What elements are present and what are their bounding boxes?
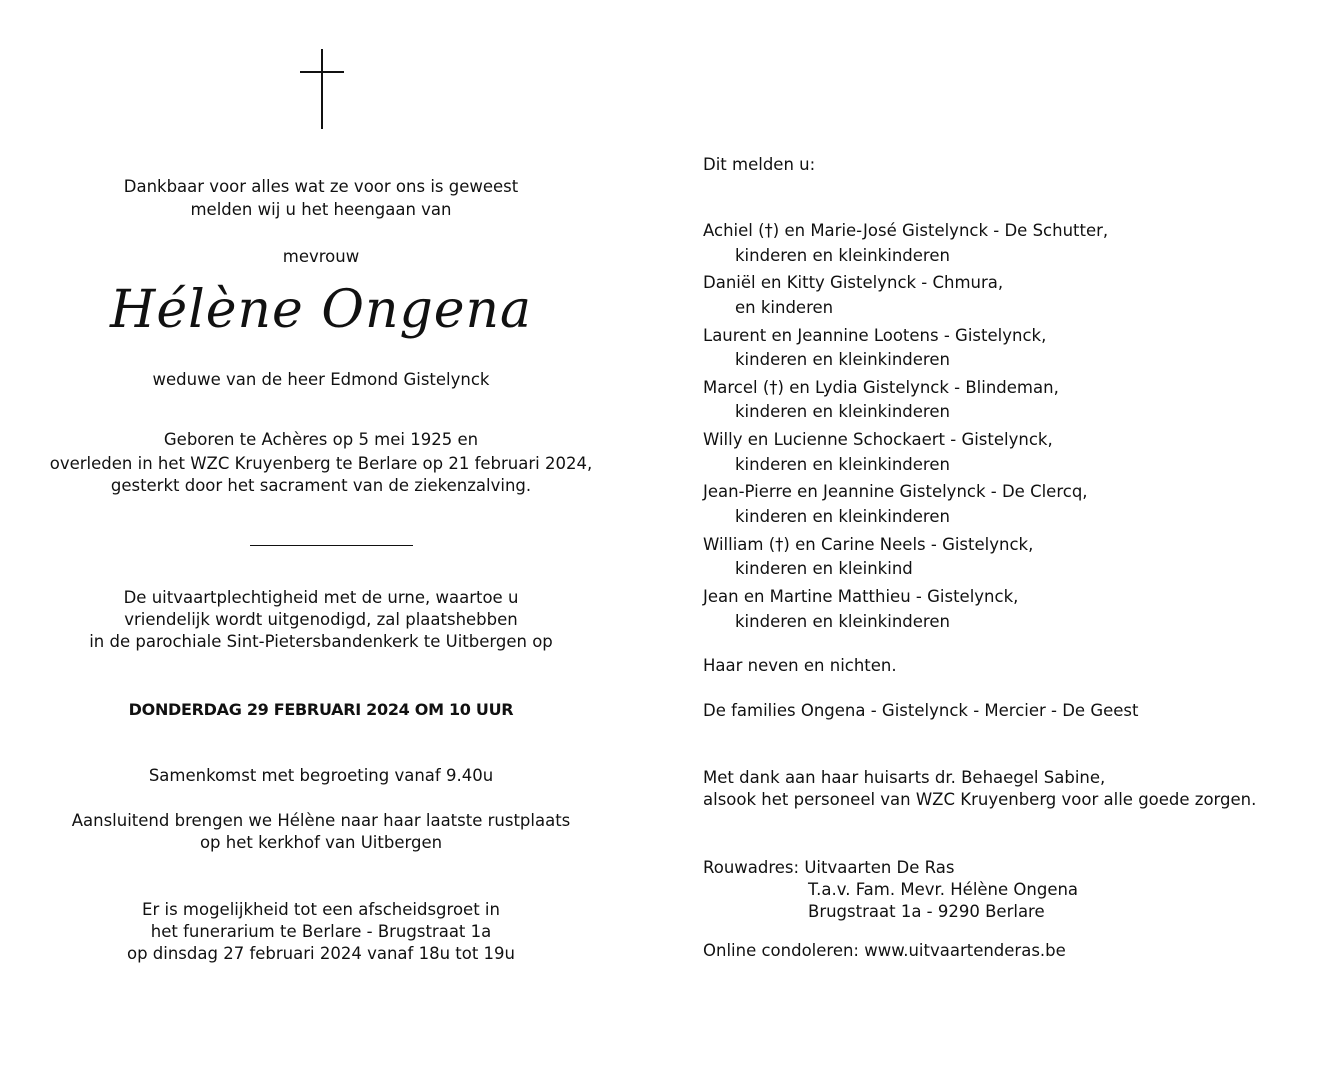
family-names: Daniël en Kitty Gistelynck - Chmura, <box>703 273 1004 293</box>
gathering-line: Samenkomst met begroeting vanaf 9.40u <box>148 766 494 785</box>
cousins-line: Haar neven en nichten. <box>703 656 897 675</box>
family-entry <box>703 324 1108 373</box>
family-descendants: kinderen en kleinkinderen <box>735 350 950 370</box>
family-names: Achiel (†) en Marie-José Gistelynck - De Schutter, <box>703 221 1109 240</box>
deceased-name: Hélène Ongena <box>110 280 532 340</box>
service-line-1: De uitvaartplechtigheid met de urne, waartoe u <box>123 588 519 607</box>
address-line-1: Rouwadres: Uitvaarten De Ras <box>703 858 955 877</box>
families-line: De families Ongena - Gistelynck - Mercier - De Geest <box>703 701 1139 720</box>
family-names: Willy en Lucienne Schockaert - Gistelynck, <box>703 430 1053 450</box>
thanks-line-2: alsook het personeel van WZC Kruyenberg voor alle goede zorgen. <box>703 790 1257 809</box>
farewell-line-2: het funerarium te Berlare - Brugstraat 1a <box>150 922 492 941</box>
family-descendants: kinderen en kleinkinderen <box>735 506 950 526</box>
family-entry <box>703 480 1108 529</box>
widow-line: weduwe van de heer Edmond Gistelynck <box>152 370 490 389</box>
farewell-line-3: op dinsdag 27 februari 2024 vanaf 18u tot 19u <box>126 944 516 963</box>
rest-line-2: op het kerkhof van Uitbergen <box>199 833 443 852</box>
family-descendants: kinderen en kleinkinderen <box>735 611 950 631</box>
divider-line <box>250 545 413 546</box>
service-line-3: in de parochiale Sint-Pietersbandenkerk te Uitbergen op <box>89 632 553 651</box>
family-names: Marcel (†) en Lydia Gistelynck - Blindeman, <box>703 377 1059 397</box>
announce-line: Dit melden u: <box>703 155 816 174</box>
cross-icon <box>300 49 344 129</box>
family-entry <box>703 219 1108 268</box>
service-line-2: vriendelijk wordt uitgenodigd, zal plaatshebben <box>124 610 518 629</box>
family-entry <box>703 585 1108 634</box>
online-condolences: Online condoleren: www.uitvaartenderas.be <box>703 941 1066 960</box>
born-line-1: Geboren te Achères op 5 mei 1925 en <box>163 430 479 449</box>
family-entry <box>703 376 1108 425</box>
family-descendants: kinderen en kleinkinderen <box>735 245 950 265</box>
family-names: Laurent en Jeannine Lootens - Gistelynck, <box>703 325 1047 345</box>
family-descendants: kinderen en kleinkinderen <box>735 454 950 474</box>
address-line-3: Brugstraat 1a - 9290 Berlare <box>808 902 1045 921</box>
born-line-3: gesterkt door het sacrament van de ziekenzalving. <box>110 476 532 495</box>
family-descendants: kinderen en kleinkinderen <box>735 402 950 422</box>
honorific: mevrouw <box>282 247 360 266</box>
family-entry <box>703 428 1108 477</box>
thanks-line-1: Met dank aan haar huisarts dr. Behaegel Sabine, <box>703 768 1106 787</box>
farewell-line-1: Er is mogelijkheid tot een afscheidsgroet in <box>142 900 500 919</box>
intro-line-2: melden wij u het heengaan van <box>190 200 452 219</box>
intro-line-1: Dankbaar voor alles wat ze voor ons is geweest <box>123 177 519 196</box>
left-panel <box>0 0 642 1080</box>
family-names: Jean-Pierre en Jeannine Gistelynck - De Clercq, <box>703 482 1088 502</box>
service-date: DONDERDAG 29 FEBRUARI 2024 OM 10 UUR <box>128 700 514 719</box>
address-line-2: T.a.v. Fam. Mevr. Hélène Ongena <box>808 880 1079 899</box>
born-line-2: overleden in het WZC Kruyenberg te Berlare op 21 februari 2024, <box>49 454 593 473</box>
family-descendants: kinderen en kleinkind <box>735 559 913 579</box>
right-panel <box>703 0 1323 1080</box>
family-list <box>703 219 1108 637</box>
family-descendants: en kinderen <box>735 297 834 317</box>
family-names: William (†) en Carine Neels - Gistelynck, <box>703 534 1034 554</box>
rest-line-1: Aansluitend brengen we Hélène naar haar laatste rustplaats <box>71 811 571 830</box>
family-entry <box>703 533 1108 582</box>
family-entry <box>703 271 1108 320</box>
family-names: Jean en Martine Matthieu - Gistelynck, <box>703 587 1019 607</box>
